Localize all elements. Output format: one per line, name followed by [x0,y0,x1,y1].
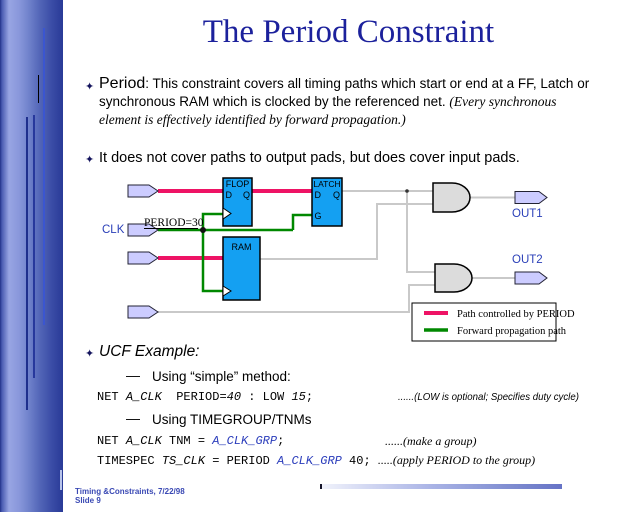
bullet-pads: It does not cover paths to output pads, but does cover input pads. [99,150,520,166]
bullet-period-line3: element is effectively identified by forward propagation.) [99,112,406,127]
footer-slide-number: Slide 9 [75,496,101,505]
flop-pin-d: D [225,190,232,200]
clk-label: CLK [102,224,125,236]
latch-pin-d: D [314,190,321,200]
clk-to-flop [203,214,223,230]
bullet-period-line1: Period: This constraint covers all timing paths which start or end at a FF, Latch or [99,75,590,92]
latch-pin-g: G [314,211,322,221]
output-pad-out2 [515,272,547,284]
slide-title: The Period Constraint [202,14,495,50]
clk-to-latch-g [293,215,312,230]
footer-gradient-bar [320,484,562,489]
sub-bullet-dash: — [126,367,140,383]
ram-block [223,237,260,300]
ucf-code-line-2: NET A_CLK TNM = A_CLK_GRP; [97,434,285,448]
ucf-code-line-3: TIMESPEC TS_CLK = PERIOD A_CLK_GRP 40; .....(apply PERIOD to the group) [97,453,536,468]
ucf-code-line-1: NET A_CLK PERIOD=40 : LOW 15; [97,390,314,404]
code3-annotation: .....(apply PERIOD to the group) [377,453,536,467]
latch-label: LATCH [313,179,341,189]
bullet-diamond-icon: ✦ [85,348,95,360]
latch-pin-q: Q [332,190,340,200]
out2-label: OUT2 [512,254,543,266]
flop-block [223,178,252,226]
code1-annotation: ......(LOW is optional; Specifies duty cycle) [398,391,579,403]
slide-footer [75,487,185,505]
ram-label: RAM [231,242,252,252]
out1-label: OUT1 [512,208,543,220]
legend-period-label: Path controlled by PERIOD [457,309,575,320]
sub-bullet-dash: — [126,410,140,426]
footer-title: Timing &Constraints, 7/22/98 [75,487,185,496]
legend-box [412,303,575,341]
flop-label: FLOP [225,179,250,189]
code2-annotation: ......(make a group) [385,434,477,448]
latch-block [312,178,342,226]
input-pad-4 [128,306,158,318]
flop-pin-q: Q [242,190,250,200]
and-gate-1 [433,183,470,212]
timegroup-header: Using TIMEGROUP/TNMs [152,412,312,427]
and-gate-2 [435,264,472,292]
ucf-example-header: UCF Example: [99,343,200,360]
wire-junction-dot [405,189,409,193]
and-gates [433,183,472,292]
period-keyword: Period [99,75,146,92]
bullet-diamond-icon: ✦ [85,154,95,166]
output-pad-out1 [515,192,547,204]
wire-pad4-to-and2 [158,285,435,312]
bullet-period-line2: synchronous RAM which is clocked by the referenced net. (Every synchronous [99,94,557,109]
simple-method-header: Using “simple” method: [152,369,291,384]
clk-to-ram [203,230,223,291]
legend-forward-label: Forward propagation path [457,326,567,337]
period-constraint-label: PERIOD=30 [144,217,204,229]
bullet-diamond-icon: ✦ [85,81,95,93]
input-pad-3 [128,252,158,264]
input-pad-1 [128,185,158,197]
